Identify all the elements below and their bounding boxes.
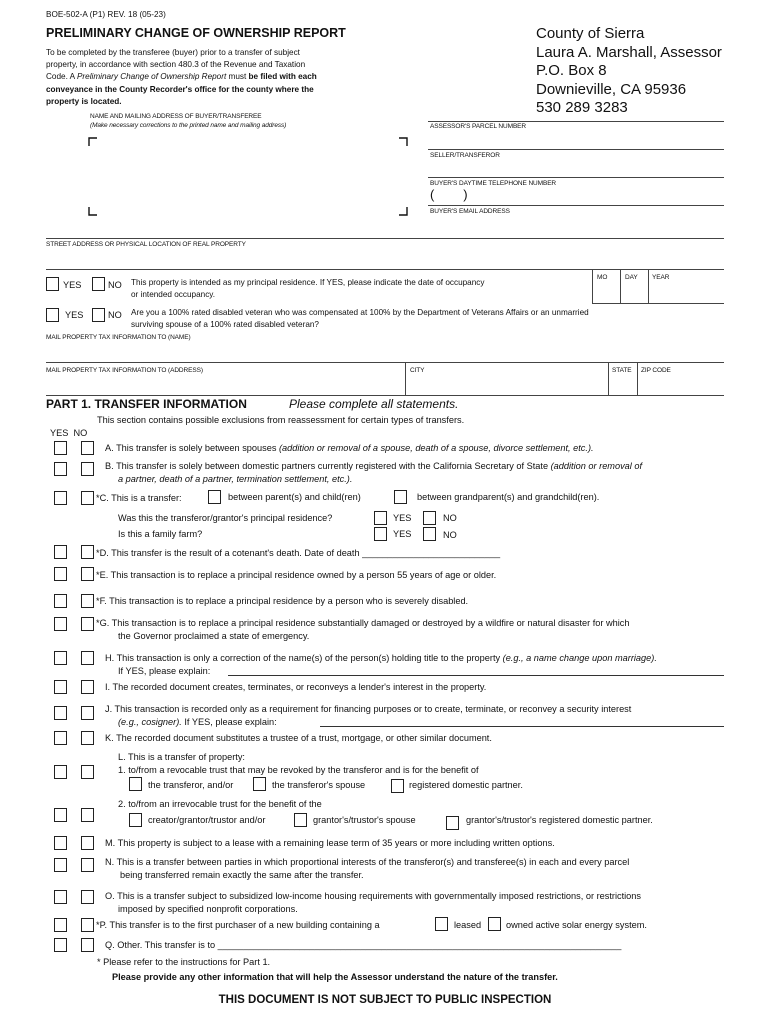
seller-field[interactable] xyxy=(428,160,724,177)
l1-transferor-checkbox[interactable] xyxy=(129,777,142,791)
q2-line2: surviving spouse of a 100% rated disabled veteran? xyxy=(131,320,319,329)
l2-partner-label: grantor's/trustor's registered domestic partner. xyxy=(466,815,653,825)
county-address: County of Sierra Laura A. Marshall, Assessor P.O. Box 8 Downieville, CA 95936 530 289 3283 xyxy=(536,25,722,117)
item-d-no-checkbox[interactable] xyxy=(81,545,94,559)
item-l1-text: 1. to/from a revocable trust that may be revoked by the transferor and is for the benefit of xyxy=(118,765,479,775)
item-h-no-checkbox[interactable] xyxy=(81,651,94,665)
mail-name-field[interactable] xyxy=(46,343,724,361)
buyer-name-address-field[interactable] xyxy=(95,138,395,214)
l2-spouse-checkbox[interactable] xyxy=(294,813,307,827)
item-l-yes-checkbox[interactable] xyxy=(54,765,67,779)
p-owned-checkbox[interactable] xyxy=(488,917,501,931)
item-m-text: M. This property is subject to a lease with a remaining lease term of 35 years or more including written options. xyxy=(105,838,555,848)
veteran-yes-checkbox[interactable] xyxy=(46,308,59,322)
parcel-number-field[interactable] xyxy=(428,131,724,149)
phone-field[interactable]: ( ) xyxy=(430,187,468,202)
item-l2-yes-checkbox[interactable] xyxy=(54,808,67,822)
yes-no-header: YES NO xyxy=(50,428,88,438)
year-label: YEAR xyxy=(652,274,670,281)
yes-label: YES xyxy=(63,280,82,290)
item-q-yes-checkbox[interactable] xyxy=(54,938,67,952)
c-farm-yes-label: YES xyxy=(393,529,412,539)
item-h-explain-field[interactable] xyxy=(228,675,724,676)
yes-label-2: YES xyxy=(65,310,84,320)
grandparent-checkbox[interactable] xyxy=(394,490,407,504)
item-l2-no-checkbox[interactable] xyxy=(81,808,94,822)
item-o-text: O. This is a transfer subject to subsidized low-income housing requirements with governmentally imposed restrictions, or restrictions xyxy=(105,891,641,901)
item-e-yes-checkbox[interactable] xyxy=(54,567,67,581)
item-a-text: A. This transfer is solely between spouses (addition or removal of a spouse, death of a spouse, divorce settlement, etc.). xyxy=(105,443,594,453)
street-label: STREET ADDRESS OR PHYSICAL LOCATION OF REAL PROPERTY xyxy=(46,241,246,248)
mo-label: MO xyxy=(597,274,608,281)
occupancy-month-field[interactable] xyxy=(594,283,618,301)
item-h-explain-label: If YES, please explain: xyxy=(118,666,211,676)
parcel-line xyxy=(428,121,724,122)
item-e-text: *E. This transaction is to replace a principal residence owned by a person 55 years of age or older. xyxy=(96,570,497,580)
item-i-yes-checkbox[interactable] xyxy=(54,680,67,694)
item-e-no-checkbox[interactable] xyxy=(81,567,94,581)
seller-label: SELLER/TRANSFEROR xyxy=(430,152,500,159)
item-f-text: *F. This transaction is to replace a principal residence by a person who is severely disabled. xyxy=(96,596,469,606)
l2-creator-checkbox[interactable] xyxy=(129,813,142,827)
p-leased-checkbox[interactable] xyxy=(435,917,448,931)
street-top-line xyxy=(46,238,724,239)
item-c-yes-checkbox[interactable] xyxy=(54,491,67,505)
item-b-yes-checkbox[interactable] xyxy=(54,462,67,476)
corner-top-right xyxy=(398,137,410,147)
item-n-text: N. This is a transfer between parties in which proportional interests of the transferor(s) and transferee(s) in each and every parcel xyxy=(105,857,630,867)
email-label: BUYER'S EMAIL ADDRESS xyxy=(430,208,510,215)
state-label: STATE xyxy=(612,367,632,374)
item-f-no-checkbox[interactable] xyxy=(81,594,94,608)
grandparent-label: between grandparent(s) and grandchild(ren). xyxy=(417,492,600,502)
form-id: BOE-502-A (P1) REV. 18 (05-23) xyxy=(46,10,166,19)
item-l2-text: 2. to/from an irrevocable trust for the benefit of the xyxy=(118,799,322,809)
item-q-text: Q. Other. This transfer is to _______________________________________________________________________________ xyxy=(105,940,622,950)
zip-divider xyxy=(637,362,638,395)
mail-city-field[interactable] xyxy=(408,376,606,394)
l2-creator-label: creator/grantor/trustor and/or xyxy=(148,815,266,825)
item-f-yes-checkbox[interactable] xyxy=(54,594,67,608)
q1-line2: or intended occupancy. xyxy=(131,290,216,299)
item-j-no-checkbox[interactable] xyxy=(81,706,94,720)
item-b-text-2: a partner, death of a partner, termination settlement, etc.). xyxy=(118,474,353,484)
mail-name-line xyxy=(46,362,724,363)
family-farm-question: Is this a family farm? xyxy=(118,529,203,539)
l2-spouse-label: grantor's/trustor's spouse xyxy=(313,815,416,825)
date-box-left xyxy=(592,270,593,303)
l1-spouse-label: the transferor's spouse xyxy=(272,780,366,790)
item-a-no-checkbox[interactable] xyxy=(81,441,94,455)
street-address-field[interactable] xyxy=(46,250,724,268)
instructions-note: * Please refer to the instructions for Part 1. xyxy=(97,957,271,967)
veteran-no-checkbox[interactable] xyxy=(92,308,105,322)
item-q-no-checkbox[interactable] xyxy=(81,938,94,952)
corner-bottom-right xyxy=(398,206,410,216)
l1-partner-label: registered domestic partner. xyxy=(409,780,523,790)
date-box-div1 xyxy=(620,270,621,303)
intro-text: To be completed by the transferee (buyer) prior to a transfer of subject property, in accordance with section 480.3 of the Revenue and Taxation Code. A Preliminary Change of Ownership Report must be filed with each conveyance in the County Recorder's office for the county where the property is located. xyxy=(46,48,317,106)
item-o-no-checkbox[interactable] xyxy=(81,890,94,904)
mail-zip-field[interactable] xyxy=(640,376,724,394)
item-j-yes-checkbox[interactable] xyxy=(54,706,67,720)
item-k-text: K. The recorded document substitutes a trustee of a trust, mortgage, or other similar document. xyxy=(105,733,492,743)
l2-partner-checkbox[interactable] xyxy=(446,816,459,830)
date-box-bottom xyxy=(592,303,724,304)
l1-spouse-checkbox[interactable] xyxy=(253,777,266,791)
no-label-2: NO xyxy=(108,310,122,320)
city-label: CITY xyxy=(410,367,425,374)
c-residence-yes-checkbox[interactable] xyxy=(374,511,387,525)
item-h-yes-checkbox[interactable] xyxy=(54,651,67,665)
item-d-text: *D. This transfer is the result of a cotenant's death. Date of death ___________________________ xyxy=(96,548,501,558)
item-n-text-2: being transferred remain exactly the same after the transfer. xyxy=(120,870,364,880)
date-box-div2 xyxy=(648,270,649,303)
principal-residence-question: Was this the transferor/grantor's principal residence? xyxy=(118,513,333,523)
item-l-no-checkbox[interactable] xyxy=(81,765,94,779)
item-p-yes-checkbox[interactable] xyxy=(54,918,67,932)
email-line xyxy=(428,205,724,206)
mail-address-field[interactable] xyxy=(46,376,402,394)
p-leased-label: leased xyxy=(454,920,482,930)
c-residence-no-checkbox[interactable] xyxy=(423,511,436,525)
item-b-no-checkbox[interactable] xyxy=(81,462,94,476)
assessor-note: Please provide any other information that will help the Assessor understand the nature of the transfer. xyxy=(112,972,558,982)
item-k-yes-checkbox[interactable] xyxy=(54,731,67,745)
part1-subtitle: Please complete all statements. xyxy=(289,397,459,411)
name-mailing-label: NAME AND MAILING ADDRESS OF BUYER/TRANSFEREE xyxy=(90,113,262,120)
item-p-no-checkbox[interactable] xyxy=(81,918,94,932)
c-residence-no-label: NO xyxy=(443,513,457,523)
q1-line1: This property is intended as my principal residence. If YES, please indicate the date of occupancy xyxy=(131,278,485,287)
l1-partner-checkbox[interactable] xyxy=(391,779,404,793)
parent-child-checkbox[interactable] xyxy=(208,490,221,504)
item-g-no-checkbox[interactable] xyxy=(81,617,94,631)
item-g-text: *G. This transaction is to replace a principal residence substantially damaged or destroyed by a wildfire or natural disaster for which xyxy=(96,618,630,628)
mail-name-label: MAIL PROPERTY TAX INFORMATION TO (NAME) xyxy=(46,334,191,341)
part1-title: PART 1. TRANSFER INFORMATION xyxy=(46,397,247,411)
item-o-yes-checkbox[interactable] xyxy=(54,890,67,904)
c-farm-no-label: NO xyxy=(443,530,457,540)
state-divider xyxy=(608,362,609,395)
item-g-yes-checkbox[interactable] xyxy=(54,617,67,631)
c-residence-yes-label: YES xyxy=(393,513,412,523)
phone-label: BUYER'S DAYTIME TELEPHONE NUMBER xyxy=(430,180,557,187)
street-bottom-line xyxy=(46,269,724,270)
c-farm-yes-checkbox[interactable] xyxy=(374,527,387,541)
item-p-text: *P. This transfer is to the first purchaser of a new building containing a xyxy=(96,920,380,930)
item-c-text: *C. This is a transfer: xyxy=(96,493,182,503)
city-divider xyxy=(405,362,406,395)
q2-line1: Are you a 100% rated disabled veteran who was compensated at 100% by the Department of Veterans Affairs or an unmarried xyxy=(131,308,589,317)
mail-address-line xyxy=(46,395,724,396)
item-d-yes-checkbox[interactable] xyxy=(54,545,67,559)
parcel-label: ASSESSOR'S PARCEL NUMBER xyxy=(430,123,527,130)
principal-residence-yes-checkbox[interactable] xyxy=(46,277,59,291)
no-label: NO xyxy=(108,280,122,290)
item-i-text: I. The recorded document creates, terminates, or reconveys a lender's interest in the property. xyxy=(105,682,487,692)
phone-line xyxy=(428,177,724,178)
item-a-yes-checkbox[interactable] xyxy=(54,441,67,455)
principal-residence-no-checkbox[interactable] xyxy=(92,277,105,291)
item-m-yes-checkbox[interactable] xyxy=(54,836,67,850)
item-n-yes-checkbox[interactable] xyxy=(54,858,67,872)
footer-notice: THIS DOCUMENT IS NOT SUBJECT TO PUBLIC INSPECTION xyxy=(218,994,552,1006)
item-m-no-checkbox[interactable] xyxy=(81,836,94,850)
item-k-no-checkbox[interactable] xyxy=(81,731,94,745)
item-l-text: L. This is a transfer of property: xyxy=(118,752,245,762)
item-c-no-checkbox[interactable] xyxy=(81,491,94,505)
occupancy-year-field[interactable] xyxy=(650,283,722,301)
day-label: DAY xyxy=(625,274,638,281)
item-i-no-checkbox[interactable] xyxy=(81,680,94,694)
mail-state-field[interactable] xyxy=(610,376,636,394)
item-j-text: J. This transaction is recorded only as a requirement for financing purposes or to create, terminate, or reconvey a security interest xyxy=(105,704,632,714)
item-b-text: B. This transfer is solely between domestic partners currently registered with the California Secretary of State (addition or removal of xyxy=(105,461,643,471)
item-h-text: H. This transaction is only a correction of the name(s) of the person(s) holding title to the property (e.g., a name change upon marriage). xyxy=(105,653,657,663)
p-owned-label: owned active solar energy system. xyxy=(506,920,647,930)
l1-transferor-label: the transferor, and/or xyxy=(148,780,234,790)
form-title: PRELIMINARY CHANGE OF OWNERSHIP REPORT xyxy=(46,26,346,40)
seller-line xyxy=(428,149,724,150)
item-j-explain-field[interactable] xyxy=(320,726,724,727)
item-g-text-2: the Governor proclaimed a state of emergency. xyxy=(118,631,310,641)
parent-child-label: between parent(s) and child(ren) xyxy=(228,492,361,502)
item-o-text-2: imposed by specified nonprofit corporations. xyxy=(118,904,298,914)
item-j-text-2: (e.g., cosigner). If YES, please explain: xyxy=(118,717,277,727)
c-farm-no-checkbox[interactable] xyxy=(423,527,436,541)
mail-address-label: MAIL PROPERTY TAX INFORMATION TO (ADDRESS) xyxy=(46,367,203,374)
item-n-no-checkbox[interactable] xyxy=(81,858,94,872)
email-field[interactable] xyxy=(428,216,724,236)
zip-label: ZIP CODE xyxy=(641,367,671,374)
part1-description: This section contains possible exclusions from reassessment for certain types of transfers. xyxy=(97,415,465,425)
name-mailing-note: (Make necessary corrections to the printed name and mailing address) xyxy=(90,122,287,129)
occupancy-day-field[interactable] xyxy=(622,283,646,301)
